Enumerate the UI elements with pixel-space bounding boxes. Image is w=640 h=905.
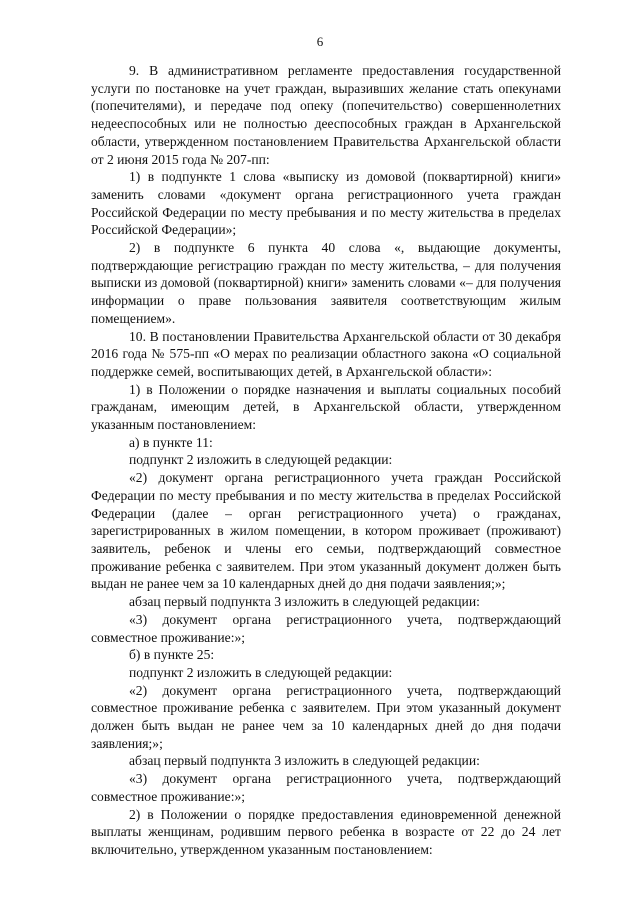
page-number: 6 xyxy=(316,34,324,49)
paragraph-point-b: б) в пункте 25: xyxy=(129,647,215,663)
paragraph-quoted-text: «3) документ органа регистрационного учета, подтверждающий совместное проживание:»; xyxy=(91,611,561,645)
paragraph-item-9: 9. В административном регламенте предоставления государственной услуги по постановке на учет граждан, выразивших желание стать опекунами (попечителями), и передаче под опеку (попечительство) совершеннолетних недееспособных или не полностью дееспособных граждан в Архангельской области, утвержденном постановлением Правительства Архангельской области от 2 июня 2015 года № 207-пп: xyxy=(91,63,561,167)
paragraph-instruction: абзац первый подпункта 3 изложить в следующей редакции: xyxy=(129,594,480,610)
paragraph-instruction: подпункт 2 изложить в следующей редакции: xyxy=(129,452,393,468)
paragraph-instruction: абзац первый подпункта 3 изложить в следующей редакции: xyxy=(129,753,480,769)
document-body xyxy=(91,62,561,859)
paragraph-subitem-1: 1) в подпункте 1 слова «выписку из домовой (поквартирной) книги» заменить словами «документ органа регистрационного учета граждан Российской Федерации по месту пребывания и по месту жительства в пределах Российской Федерации»; xyxy=(91,169,561,238)
paragraph-subitem-2: 2) в подпункте 6 пункта 40 слова «, выдающие документы, подтверждающие регистрацию граждан по месту жительства, – для получения выписки из домовой (поквартирной) книги» заменить словами «– для получения информации о праве пользования заявителя соответствующим жилым помещением». xyxy=(91,240,561,326)
paragraph-quoted-text: «3) документ органа регистрационного учета, подтверждающий совместное проживание:»; xyxy=(91,771,561,804)
paragraph-quoted-text: «2) документ органа регистрационного учета, подтверждающий совместное проживание ребенка с заявителем. При этом указанный документ должен быть выдан не ранее чем за 10 календарных дней до дня подачи заявления;»; xyxy=(91,682,561,751)
paragraph-instruction: подпункт 2 изложить в следующей редакции: xyxy=(129,664,393,680)
paragraph-subitem-2-payment: 2) в Положении о порядке предоставления единовременной денежной выплаты женщинам, родившим первого ребенка в возрасте от 22 до 24 лет включительно, утвержденном указанным постановлением: xyxy=(91,806,561,857)
paragraph-quoted-text: «2) документ органа регистрационного учета граждан Российской Федерации по месту пребывания и по месту жительства в пределах Российской Федерации (далее – орган регистрационного учета) о гражданах, зарегистрированных в жилом помещении, в котором проживает (проживают) заявитель, ребенок и члены его семьи, подтверждающий совместное проживание ребенка с заявителем. При этом указанный документ должен быть выдан не ранее чем за 10 календарных дней до дня подачи заявления;»; xyxy=(91,470,561,592)
paragraph-subitem-1-benefits: 1) в Положении о порядке назначения и выплаты социальных пособий гражданам, имеющим детей, в Архангельской области, утвержденном указанным постановлением: xyxy=(91,381,561,433)
paragraph-point-a: а) в пункте 11: xyxy=(129,434,213,450)
paragraph-item-10: 10. В постановлении Правительства Архангельской области от 30 декабря 2016 года № 575-пп «О мерах по реализации областного закона «О социальной поддержке семей, воспитывающих детей, в Архангельской области»: xyxy=(91,328,561,379)
